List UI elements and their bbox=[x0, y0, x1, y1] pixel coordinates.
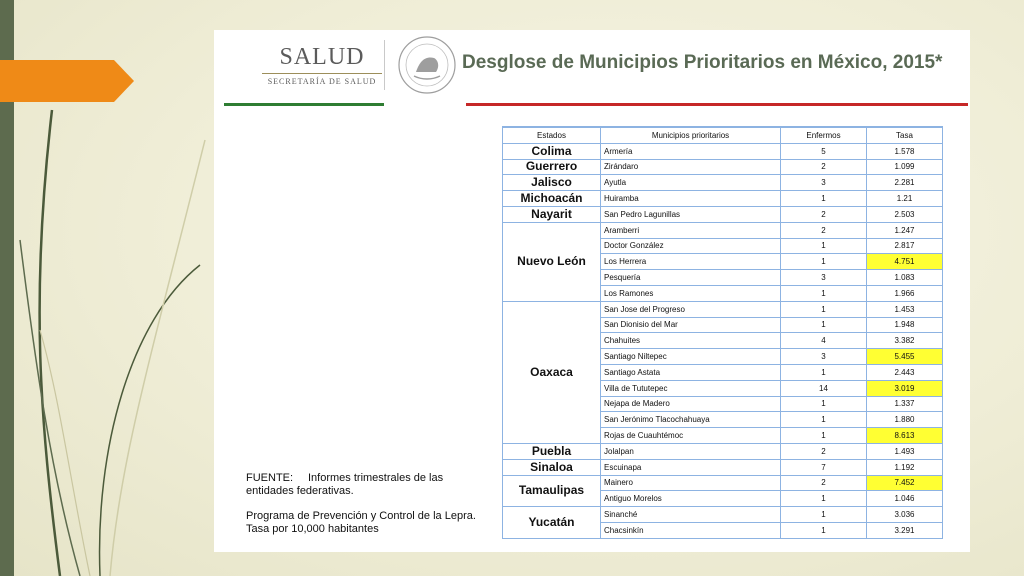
header-line-red bbox=[466, 103, 968, 106]
municipio-cell: Doctor González bbox=[601, 238, 781, 254]
municipio-cell: Antiguo Morelos bbox=[601, 491, 781, 507]
tasa-cell: 3.382 bbox=[867, 333, 943, 349]
enfermos-cell: 1 bbox=[781, 396, 867, 412]
tasa-cell: 1.578 bbox=[867, 143, 943, 159]
municipio-cell: San Jose del Progreso bbox=[601, 301, 781, 317]
enfermos-cell: 1 bbox=[781, 238, 867, 254]
enfermos-cell: 2 bbox=[781, 222, 867, 238]
tasa-cell: 7.452 bbox=[867, 475, 943, 491]
source-footer bbox=[246, 472, 496, 536]
tasa-cell: 1.083 bbox=[867, 270, 943, 286]
estado-cell: Nayarit bbox=[503, 206, 601, 222]
tasa-cell: 3.036 bbox=[867, 507, 943, 523]
logo-divider bbox=[384, 40, 385, 90]
tasa-cell: 5.455 bbox=[867, 349, 943, 365]
enfermos-cell: 3 bbox=[781, 175, 867, 191]
enfermos-cell: 1 bbox=[781, 254, 867, 270]
mexico-seal-icon bbox=[396, 34, 458, 96]
salud-logo bbox=[262, 44, 382, 86]
tasa-cell: 1.046 bbox=[867, 491, 943, 507]
estado-cell: Tamaulipas bbox=[503, 475, 601, 507]
fuente-label: FUENTE: bbox=[246, 472, 294, 484]
municipio-cell: Aramberri bbox=[601, 222, 781, 238]
tasa-cell: 1.453 bbox=[867, 301, 943, 317]
estado-cell: Jalisco bbox=[503, 175, 601, 191]
tasa-cell: 1.337 bbox=[867, 396, 943, 412]
enfermos-cell: 1 bbox=[781, 412, 867, 428]
enfermos-cell: 1 bbox=[781, 285, 867, 301]
enfermos-cell: 3 bbox=[781, 349, 867, 365]
municipio-cell: San Dionisio del Mar bbox=[601, 317, 781, 333]
tasa-cell: 1.247 bbox=[867, 222, 943, 238]
tasa-cell: 8.613 bbox=[867, 428, 943, 444]
slide-content bbox=[214, 30, 970, 552]
estado-cell: Nuevo León bbox=[503, 222, 601, 301]
municipio-cell: Santiago Astata bbox=[601, 364, 781, 380]
table-row bbox=[503, 222, 943, 238]
municipios-table bbox=[502, 108, 943, 539]
tasa-cell: 1.21 bbox=[867, 191, 943, 207]
enfermos-cell: 2 bbox=[781, 206, 867, 222]
tasa-cell: 2.443 bbox=[867, 364, 943, 380]
header-estados: Estados bbox=[503, 127, 601, 143]
enfermos-cell: 14 bbox=[781, 380, 867, 396]
municipio-cell: San Pedro Lagunillas bbox=[601, 206, 781, 222]
table-row bbox=[503, 191, 943, 207]
enfermos-cell: 3 bbox=[781, 270, 867, 286]
tasa-cell: 2.503 bbox=[867, 206, 943, 222]
municipio-cell: Sinanché bbox=[601, 507, 781, 523]
tasa-cell: 4.751 bbox=[867, 254, 943, 270]
municipio-cell: Chacsinkín bbox=[601, 522, 781, 538]
logo-main-text: SALUD bbox=[279, 44, 365, 70]
slide-header bbox=[214, 30, 970, 110]
tasa-cell: 1.948 bbox=[867, 317, 943, 333]
header-enfermos: Enfermos bbox=[781, 127, 867, 143]
enfermos-cell: 1 bbox=[781, 507, 867, 523]
header-line-green bbox=[224, 103, 384, 106]
table-row bbox=[503, 143, 943, 159]
municipio-cell: Chahuites bbox=[601, 333, 781, 349]
enfermos-cell: 1 bbox=[781, 317, 867, 333]
enfermos-cell: 1 bbox=[781, 428, 867, 444]
header-tasa: Tasa bbox=[867, 127, 943, 143]
table-row bbox=[503, 301, 943, 317]
municipios-table-wrapper bbox=[502, 108, 942, 539]
tasa-cell: 1.493 bbox=[867, 443, 943, 459]
table-row bbox=[503, 459, 943, 475]
table-row bbox=[503, 206, 943, 222]
tasa-cell: 1.192 bbox=[867, 459, 943, 475]
enfermos-cell: 4 bbox=[781, 333, 867, 349]
estado-cell: Colima bbox=[503, 143, 601, 159]
tasa-cell: 2.817 bbox=[867, 238, 943, 254]
tasa-note: Tasa por 10,000 habitantes bbox=[246, 523, 379, 535]
table-top-spacer bbox=[503, 108, 943, 127]
municipio-cell: Escuinapa bbox=[601, 459, 781, 475]
table-row bbox=[503, 443, 943, 459]
municipio-cell: Huiramba bbox=[601, 191, 781, 207]
fuente-text: Informes trimestrales de las bbox=[308, 472, 444, 484]
municipio-cell: Pesquería bbox=[601, 270, 781, 286]
enfermos-cell: 5 bbox=[781, 143, 867, 159]
enfermos-cell: 2 bbox=[781, 475, 867, 491]
tasa-cell: 2.281 bbox=[867, 175, 943, 191]
fuente-text-continued: entidades federativas. bbox=[246, 485, 354, 497]
header-municipios: Municipios prioritarios bbox=[601, 127, 781, 143]
estado-cell: Sinaloa bbox=[503, 459, 601, 475]
municipio-cell: Rojas de Cuauhtémoc bbox=[601, 428, 781, 444]
program-name: Programa de Prevención y Control de la Lepra. bbox=[246, 510, 476, 522]
municipio-cell: Armería bbox=[601, 143, 781, 159]
municipio-cell: San Jerónimo Tlacochahuaya bbox=[601, 412, 781, 428]
enfermos-cell: 2 bbox=[781, 159, 867, 175]
municipio-cell: Los Ramones bbox=[601, 285, 781, 301]
table-row bbox=[503, 475, 943, 491]
enfermos-cell: 1 bbox=[781, 364, 867, 380]
enfermos-cell: 1 bbox=[781, 301, 867, 317]
municipio-cell: Los Herrera bbox=[601, 254, 781, 270]
municipio-cell: Ayutla bbox=[601, 175, 781, 191]
municipio-cell: Mainero bbox=[601, 475, 781, 491]
page-title: Desglose de Municipios Prioritarios en México, 2015* bbox=[462, 52, 943, 73]
municipio-cell: Nejapa de Madero bbox=[601, 396, 781, 412]
municipio-cell: Jolalpan bbox=[601, 443, 781, 459]
logo-sub-text: SECRETARÍA DE SALUD bbox=[262, 73, 382, 86]
tasa-cell: 1.099 bbox=[867, 159, 943, 175]
enfermos-cell: 1 bbox=[781, 522, 867, 538]
table-row bbox=[503, 159, 943, 175]
enfermos-cell: 2 bbox=[781, 443, 867, 459]
municipio-cell: Villa de Tututepec bbox=[601, 380, 781, 396]
enfermos-cell: 1 bbox=[781, 491, 867, 507]
table-row bbox=[503, 175, 943, 191]
table-body bbox=[503, 143, 943, 538]
decorative-grass-lines bbox=[0, 0, 214, 576]
tasa-cell: 1.880 bbox=[867, 412, 943, 428]
tasa-cell: 3.291 bbox=[867, 522, 943, 538]
estado-cell: Michoacán bbox=[503, 191, 601, 207]
table-header-row bbox=[503, 127, 943, 143]
enfermos-cell: 1 bbox=[781, 191, 867, 207]
estado-cell: Yucatán bbox=[503, 507, 601, 539]
enfermos-cell: 7 bbox=[781, 459, 867, 475]
tasa-cell: 1.966 bbox=[867, 285, 943, 301]
tasa-cell: 3.019 bbox=[867, 380, 943, 396]
estado-cell: Guerrero bbox=[503, 159, 601, 175]
estado-cell: Puebla bbox=[503, 443, 601, 459]
municipio-cell: Santiago Niltepec bbox=[601, 349, 781, 365]
municipio-cell: Zirándaro bbox=[601, 159, 781, 175]
table-row bbox=[503, 507, 943, 523]
estado-cell: Oaxaca bbox=[503, 301, 601, 443]
